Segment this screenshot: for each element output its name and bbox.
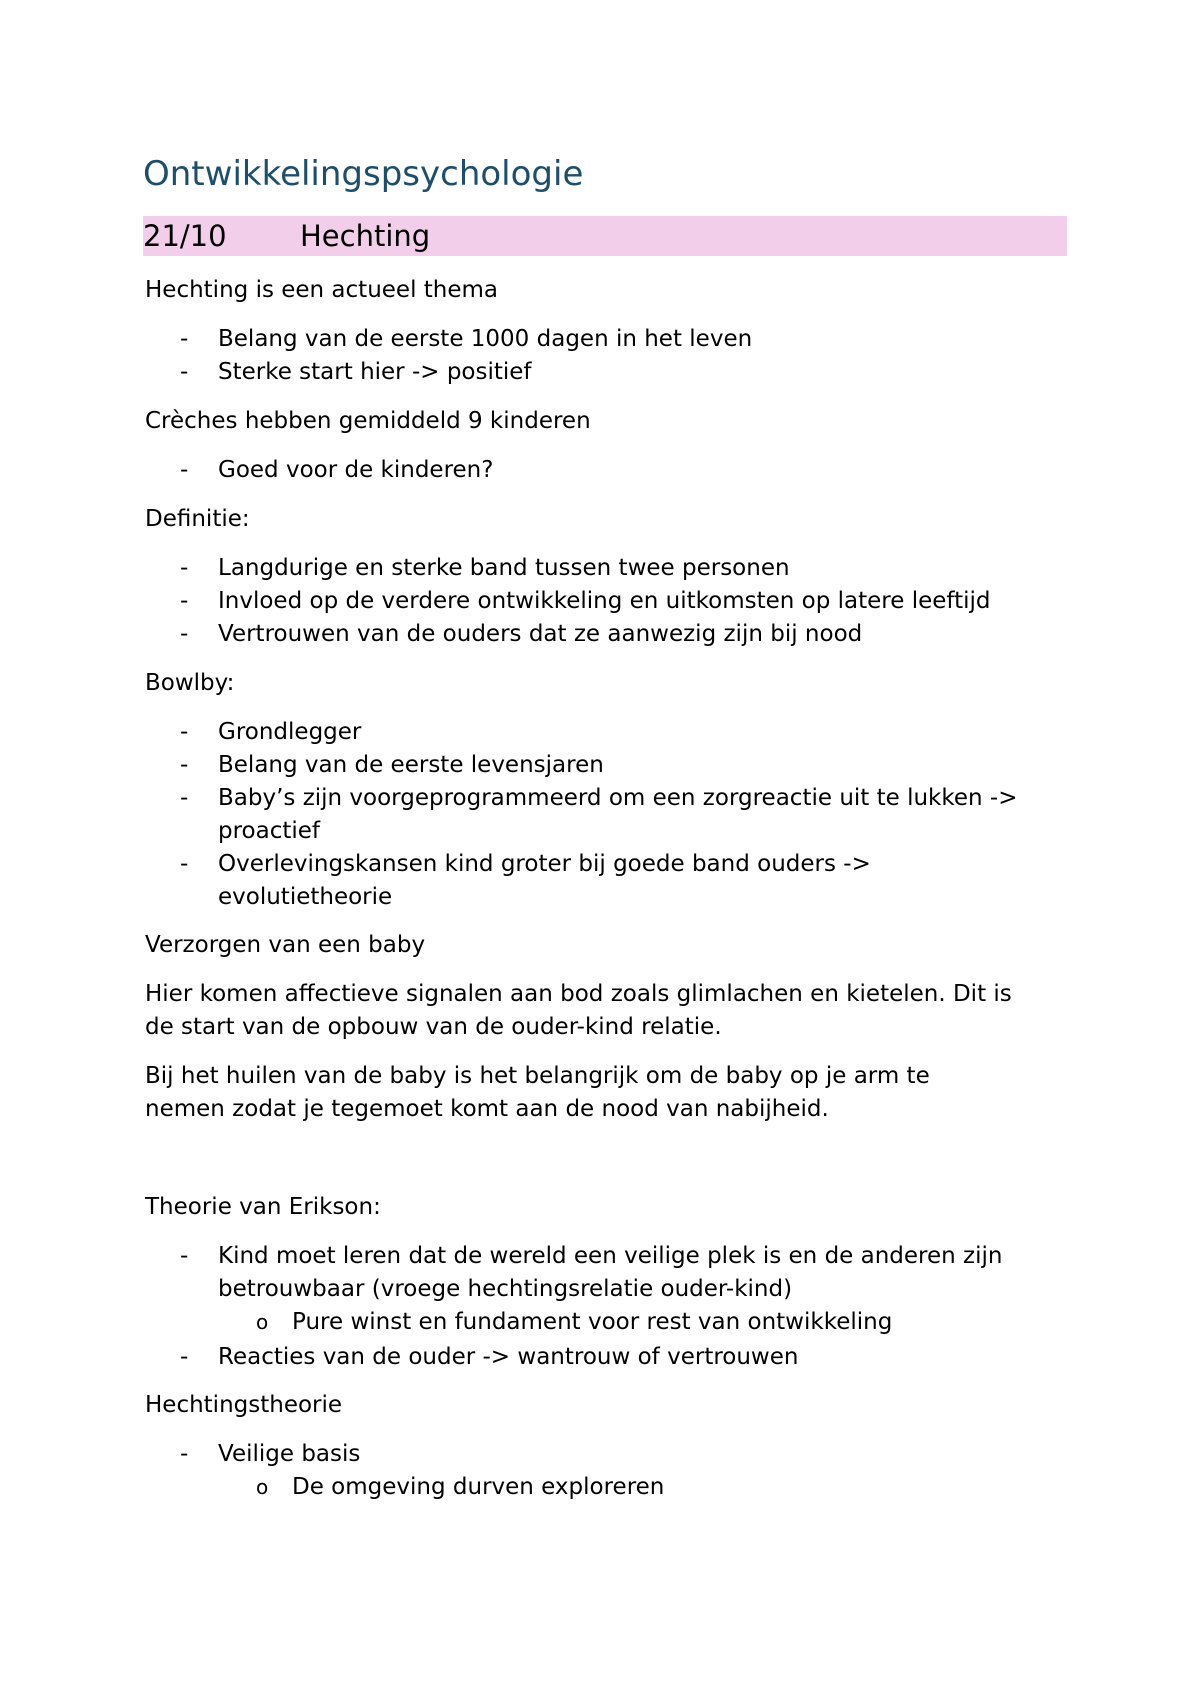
list-item-text: Reacties van de ouder -> wantrouw of vertrouwen bbox=[218, 1344, 799, 1370]
paragraph-line: Bij het huilen van de baby is het belangrijk om de baby op je arm te bbox=[145, 1063, 930, 1089]
sub-list-item bbox=[256, 1471, 665, 1504]
list-item bbox=[180, 585, 991, 618]
list-item bbox=[180, 1240, 1003, 1273]
paragraph-definitie: Definitie: bbox=[145, 506, 250, 532]
list-item-text: betrouwbaar (vroege hechtingsrelatie ouder-kind) bbox=[218, 1276, 793, 1302]
dash-bullet: - bbox=[180, 719, 189, 745]
list-item bbox=[180, 782, 1018, 815]
circle-bullet: o bbox=[256, 1310, 269, 1334]
paragraph-line: Hier komen affectieve signalen aan bod zoals glimlachen en kietelen. Dit is bbox=[145, 981, 1012, 1007]
list-item-text: Langdurige en sterke band tussen twee personen bbox=[218, 555, 790, 581]
list-item bbox=[180, 1341, 799, 1374]
list-item-continuation bbox=[218, 881, 392, 914]
paragraph-hechtingstheorie: Hechtingstheorie bbox=[145, 1392, 343, 1418]
paragraph-bowlby: Bowlby: bbox=[145, 670, 235, 696]
list-item-text: De omgeving durven exploreren bbox=[292, 1474, 665, 1500]
dash-bullet: - bbox=[180, 326, 189, 352]
dash-bullet: - bbox=[180, 1344, 189, 1370]
dash-bullet: - bbox=[180, 752, 189, 778]
dash-bullet: - bbox=[180, 785, 189, 811]
dash-bullet: - bbox=[180, 621, 189, 647]
list-item-text: proactief bbox=[218, 818, 321, 844]
dash-bullet: - bbox=[180, 1441, 189, 1467]
list-item-text: Veilige basis bbox=[218, 1441, 361, 1467]
dash-bullet: - bbox=[180, 359, 189, 385]
list-item bbox=[180, 716, 362, 749]
sub-list-item bbox=[256, 1306, 893, 1339]
list-item-text: Belang van de eerste 1000 dagen in het leven bbox=[218, 326, 753, 352]
circle-bullet: o bbox=[256, 1475, 269, 1499]
list-item-continuation bbox=[218, 815, 320, 848]
list-item bbox=[180, 454, 494, 487]
list-item-text: Overlevingskansen kind groter bij goede band ouders -> bbox=[218, 851, 871, 877]
list-item-text: Baby’s zijn voorgeprogrammeerd om een zorgreactie uit te lukken -> bbox=[218, 785, 1018, 811]
list-item-text: Grondlegger bbox=[218, 719, 362, 745]
list-item bbox=[180, 749, 604, 782]
list-item bbox=[180, 552, 790, 585]
list-item-text: Sterke start hier -> positief bbox=[218, 359, 532, 385]
heading-text: Hechting bbox=[300, 219, 431, 253]
list-item-text: Pure winst en fundament voor rest van ontwikkeling bbox=[292, 1309, 893, 1335]
heading-date: 21/10 bbox=[143, 219, 227, 253]
list-item-text: Kind moet leren dat de wereld een veilige plek is en de anderen zijn bbox=[218, 1243, 1003, 1269]
dash-bullet: - bbox=[180, 851, 189, 877]
list-item bbox=[180, 356, 532, 389]
list-item bbox=[180, 323, 753, 356]
dash-bullet: - bbox=[180, 457, 189, 483]
dash-bullet: - bbox=[180, 588, 189, 614]
paragraph-creches: Crèches hebben gemiddeld 9 kinderen bbox=[145, 408, 591, 434]
list-item bbox=[180, 1438, 361, 1471]
list-item-text: evolutietheorie bbox=[218, 884, 393, 910]
dash-bullet: - bbox=[180, 555, 189, 581]
paragraph-verzorgen: Verzorgen van een baby bbox=[145, 932, 426, 958]
paragraph-line: nemen zodat je tegemoet komt aan de nood van nabijheid. bbox=[145, 1096, 829, 1122]
list-item-continuation bbox=[218, 1273, 792, 1306]
list-item-text: Invloed op de verdere ontwikkeling en uitkomsten op latere leeftijd bbox=[218, 588, 991, 614]
list-item-text: Vertrouwen van de ouders dat ze aanwezig zijn bij nood bbox=[218, 621, 863, 647]
paragraph-erikson: Theorie van Erikson: bbox=[145, 1194, 381, 1220]
list-item-text: Goed voor de kinderen? bbox=[218, 457, 494, 483]
paragraph-intro: Hechting is een actueel thema bbox=[145, 277, 499, 303]
list-item-text: Belang van de eerste levensjaren bbox=[218, 752, 604, 778]
paragraph-line: de start van de opbouw van de ouder-kind relatie. bbox=[145, 1014, 722, 1040]
list-item bbox=[180, 618, 863, 651]
section-heading bbox=[143, 216, 1067, 256]
list-item bbox=[180, 848, 871, 881]
dash-bullet: - bbox=[180, 1243, 189, 1269]
document-title: Ontwikkelingspsychologie bbox=[143, 154, 584, 194]
